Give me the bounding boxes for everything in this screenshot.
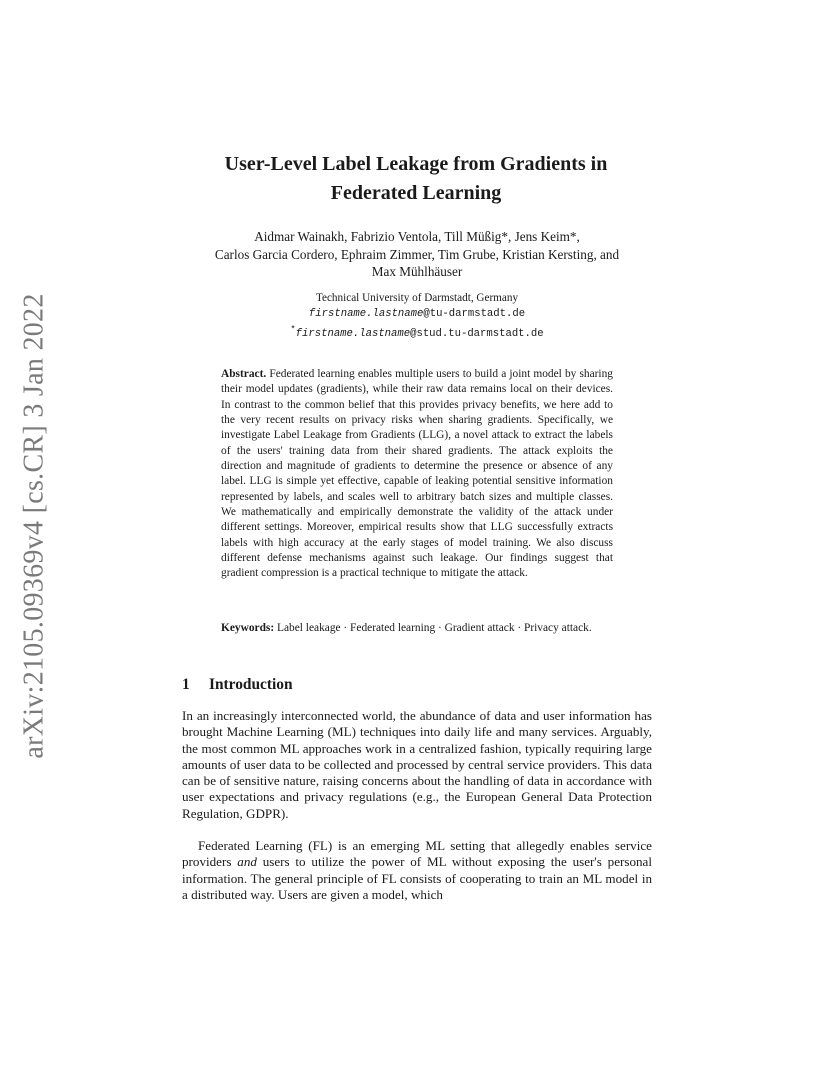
email-primary-name: firstname.lastname <box>308 308 424 320</box>
authors-line-1: Aidmar Wainakh, Fabrizio Ventola, Till Müßig*, Jens Keim*, <box>254 229 580 244</box>
arxiv-identifier-stamp <box>19 293 50 759</box>
arxiv-identifier-text: arXiv:2105.09369v4 [cs.CR] 3 Jan 2022 <box>19 293 50 759</box>
keywords-text: Label leakage · Federated learning · Gradient attack · Privacy attack. <box>277 622 592 634</box>
email-student-domain: @stud.tu-darmstadt.de <box>410 327 544 340</box>
abstract-label: Abstract. <box>221 368 267 380</box>
email-student-mark: * <box>290 324 296 334</box>
section-title: Introduction <box>209 676 293 693</box>
authors-line-2: Carlos Garcia Cordero, Ephraim Zimmer, Tim Grube, Kristian Kersting, and <box>214 246 620 262</box>
intro-paragraph-2-start: Federated Learning (FL) is an emerging ML setting that allegedly enables service providers <box>182 838 652 870</box>
author-list <box>170 228 664 281</box>
paper-title <box>160 150 672 208</box>
email-student-name: firstname.lastname <box>295 327 411 340</box>
title-line-2: Federated Learning <box>330 182 502 204</box>
title-line-1: User-Level Label Leakage from Gradients in <box>224 153 608 175</box>
intro-paragraph-2-end: users to utilize the power of ML without exposing the user's personal information. The general principle of FL consists of cooperating to train an ML model in a distributed way. Users are given a model, which <box>182 854 652 902</box>
email-primary <box>309 308 525 320</box>
abstract-text: Federated learning enables multiple users to build a joint model by sharing their model updates (gradients), while their raw data remains local on their devices. In contrast to the common belief that this provides privacy benefits, we here add to the very recent results on privacy risks when sharing gradients. Specifically, we investigate Label Leakage from Gradients (LLG), a novel attack to extract the labels of the users' training data from their shared gradients. The attack exploits the direction and magnitude of gradients to determine the presence or absence of any label. LLG is simple yet effective, capable of leaking potential sensitive information represented by labels, and scales well to arbitrary batch sizes and multiple classes. We mathematically and empirically demonstrate the validity of the attack under different settings. Moreover, empirical results show that LLG successfully extracts labels with high accuracy at the early stages of model training. We also discuss different defense mechanisms against such leakage. Our findings suggest that gradient compression is a practical technique to mitigate the attack. <box>221 368 613 580</box>
keywords <box>221 621 613 636</box>
section-heading-introduction <box>182 674 642 696</box>
authors-line-3: Max Mühlhäuser <box>371 264 463 279</box>
affiliation-institution: Technical University of Darmstadt, Germany <box>315 292 519 304</box>
intro-paragraph-1: In an increasingly interconnected world, the abundance of data and user information has brought Machine Learning (ML) techniques into daily life and many services. Arguably, the most common ML approaches work in a centralized fashion, typically requiring large amounts of user data to be collected and processed by central service providers. This data can be of sensitive nature, raising concerns about the handling of data in accordance with user expectations and privacy regulations (e.g., the European General Data Protection Regulation, GDPR). <box>182 708 652 821</box>
affiliation-block <box>200 291 634 342</box>
email-student <box>290 324 544 340</box>
section-number: 1 <box>182 676 190 693</box>
intro-paragraph-2 <box>182 838 652 903</box>
email-primary-domain: @tu-darmstadt.de <box>423 308 526 320</box>
abstract <box>221 367 613 582</box>
keywords-label: Keywords: <box>221 622 275 634</box>
intro-paragraph-2-emphasis: and <box>237 854 257 870</box>
